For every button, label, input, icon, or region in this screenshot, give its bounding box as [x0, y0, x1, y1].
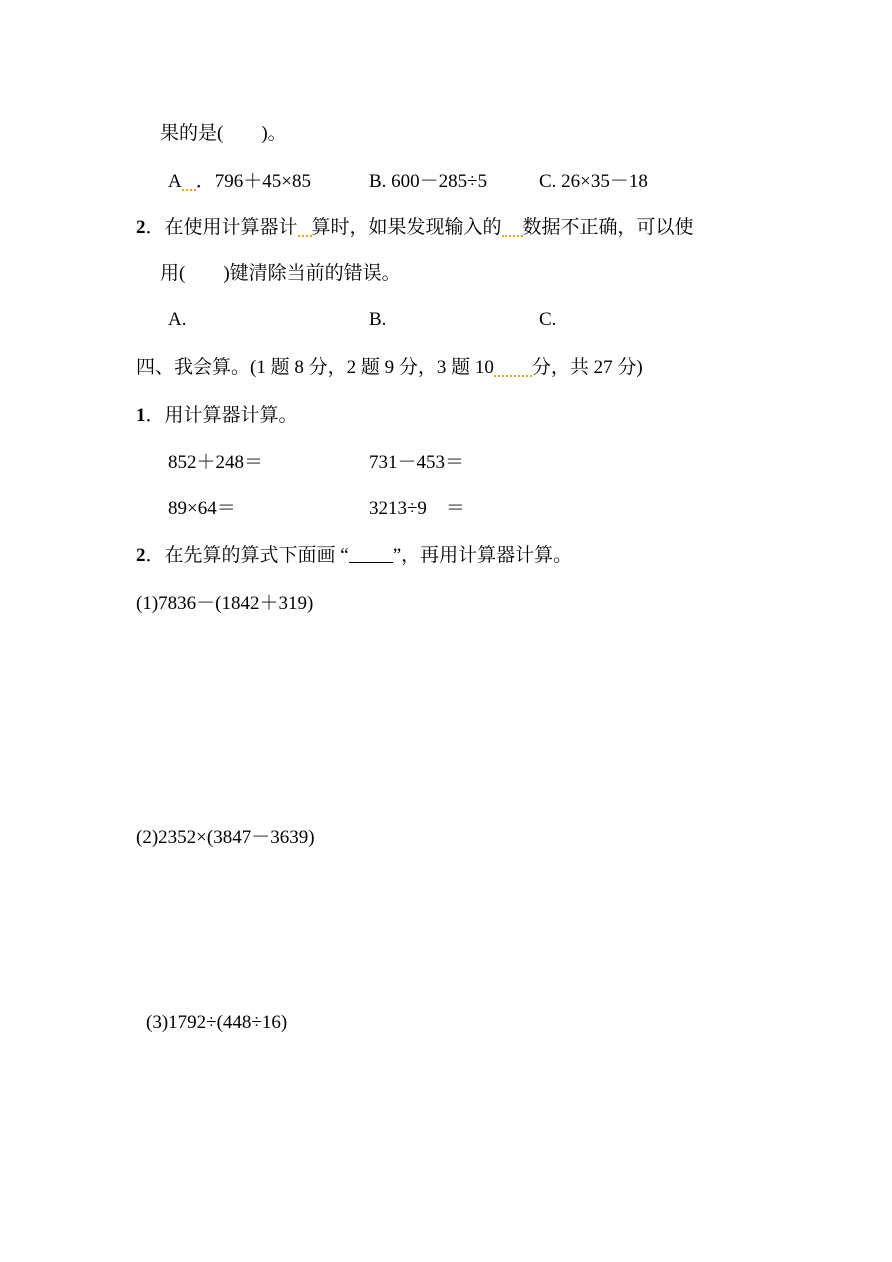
q3-1-option-c: C. 26×35－18 — [539, 171, 648, 192]
annotation-mark — [182, 170, 196, 194]
q3-1-option-a-text: ．796＋45×85 — [195, 171, 311, 192]
section-4-title-part1: 四、我会算。(1 题 8 分，2 题 9 分，3 题 10 — [136, 357, 494, 378]
q3-2-option-b: B. — [369, 309, 387, 330]
q4-2-stem-part1: ．在先算的算式下面画 “ — [145, 545, 349, 566]
section-4-title-part2: 分，共 27 分) — [531, 357, 643, 378]
q3-2-option-a: A. — [168, 309, 187, 330]
q4-2-sub-question-1: (1)7836－(1842＋319) — [136, 593, 314, 614]
q3-2-number: 2 — [136, 217, 146, 238]
q3-2-stem-part1: ．在使用计算器计 — [145, 217, 298, 238]
q4-1-number: 1 — [136, 405, 146, 426]
q4-1-stem — [136, 404, 298, 428]
q4-1-stem-text: ．用计算器计算。 — [145, 405, 298, 426]
section-4-title — [136, 356, 643, 380]
q4-1-expression-4: 3213÷9 ＝ — [369, 498, 465, 519]
q4-1-expression-2: 731－453＝ — [369, 452, 465, 473]
q3-2-stem-part2: 算时，如果发现输入的 — [311, 217, 502, 238]
q3-1-option-a-letter: A — [168, 171, 182, 192]
q3-1-stem-continuation — [160, 122, 287, 146]
q4-2-stem-part2: ”，再用计算器计算。 — [392, 545, 573, 566]
q3-2-stem-line2: 用( )键清除当前的错误。 — [160, 263, 401, 284]
annotation-mark — [298, 216, 312, 240]
q3-1-stem-text: 果的是( )。 — [160, 123, 287, 144]
q4-2-sub-question-3: (3)1792÷(448÷16) — [146, 1012, 288, 1033]
q3-2-option-c: C. — [539, 309, 557, 330]
q4-2-stem — [136, 544, 572, 568]
annotation-mark — [502, 216, 523, 240]
q4-2-number: 2 — [136, 545, 146, 566]
q3-1-option-a — [168, 170, 311, 194]
underline-blank — [349, 544, 393, 563]
q4-1-expression-1: 852＋248＝ — [168, 452, 264, 473]
q3-2-stem-part3: 数据不正确，可以使 — [522, 217, 694, 238]
annotation-mark — [494, 356, 532, 380]
q3-1-option-b: B. 600－285÷5 — [369, 171, 488, 192]
q4-2-sub-question-2: (2)2352×(3847－3639) — [136, 827, 315, 848]
q3-2-stem-line1 — [136, 216, 694, 240]
q4-1-expression-3: 89×64＝ — [168, 498, 236, 519]
